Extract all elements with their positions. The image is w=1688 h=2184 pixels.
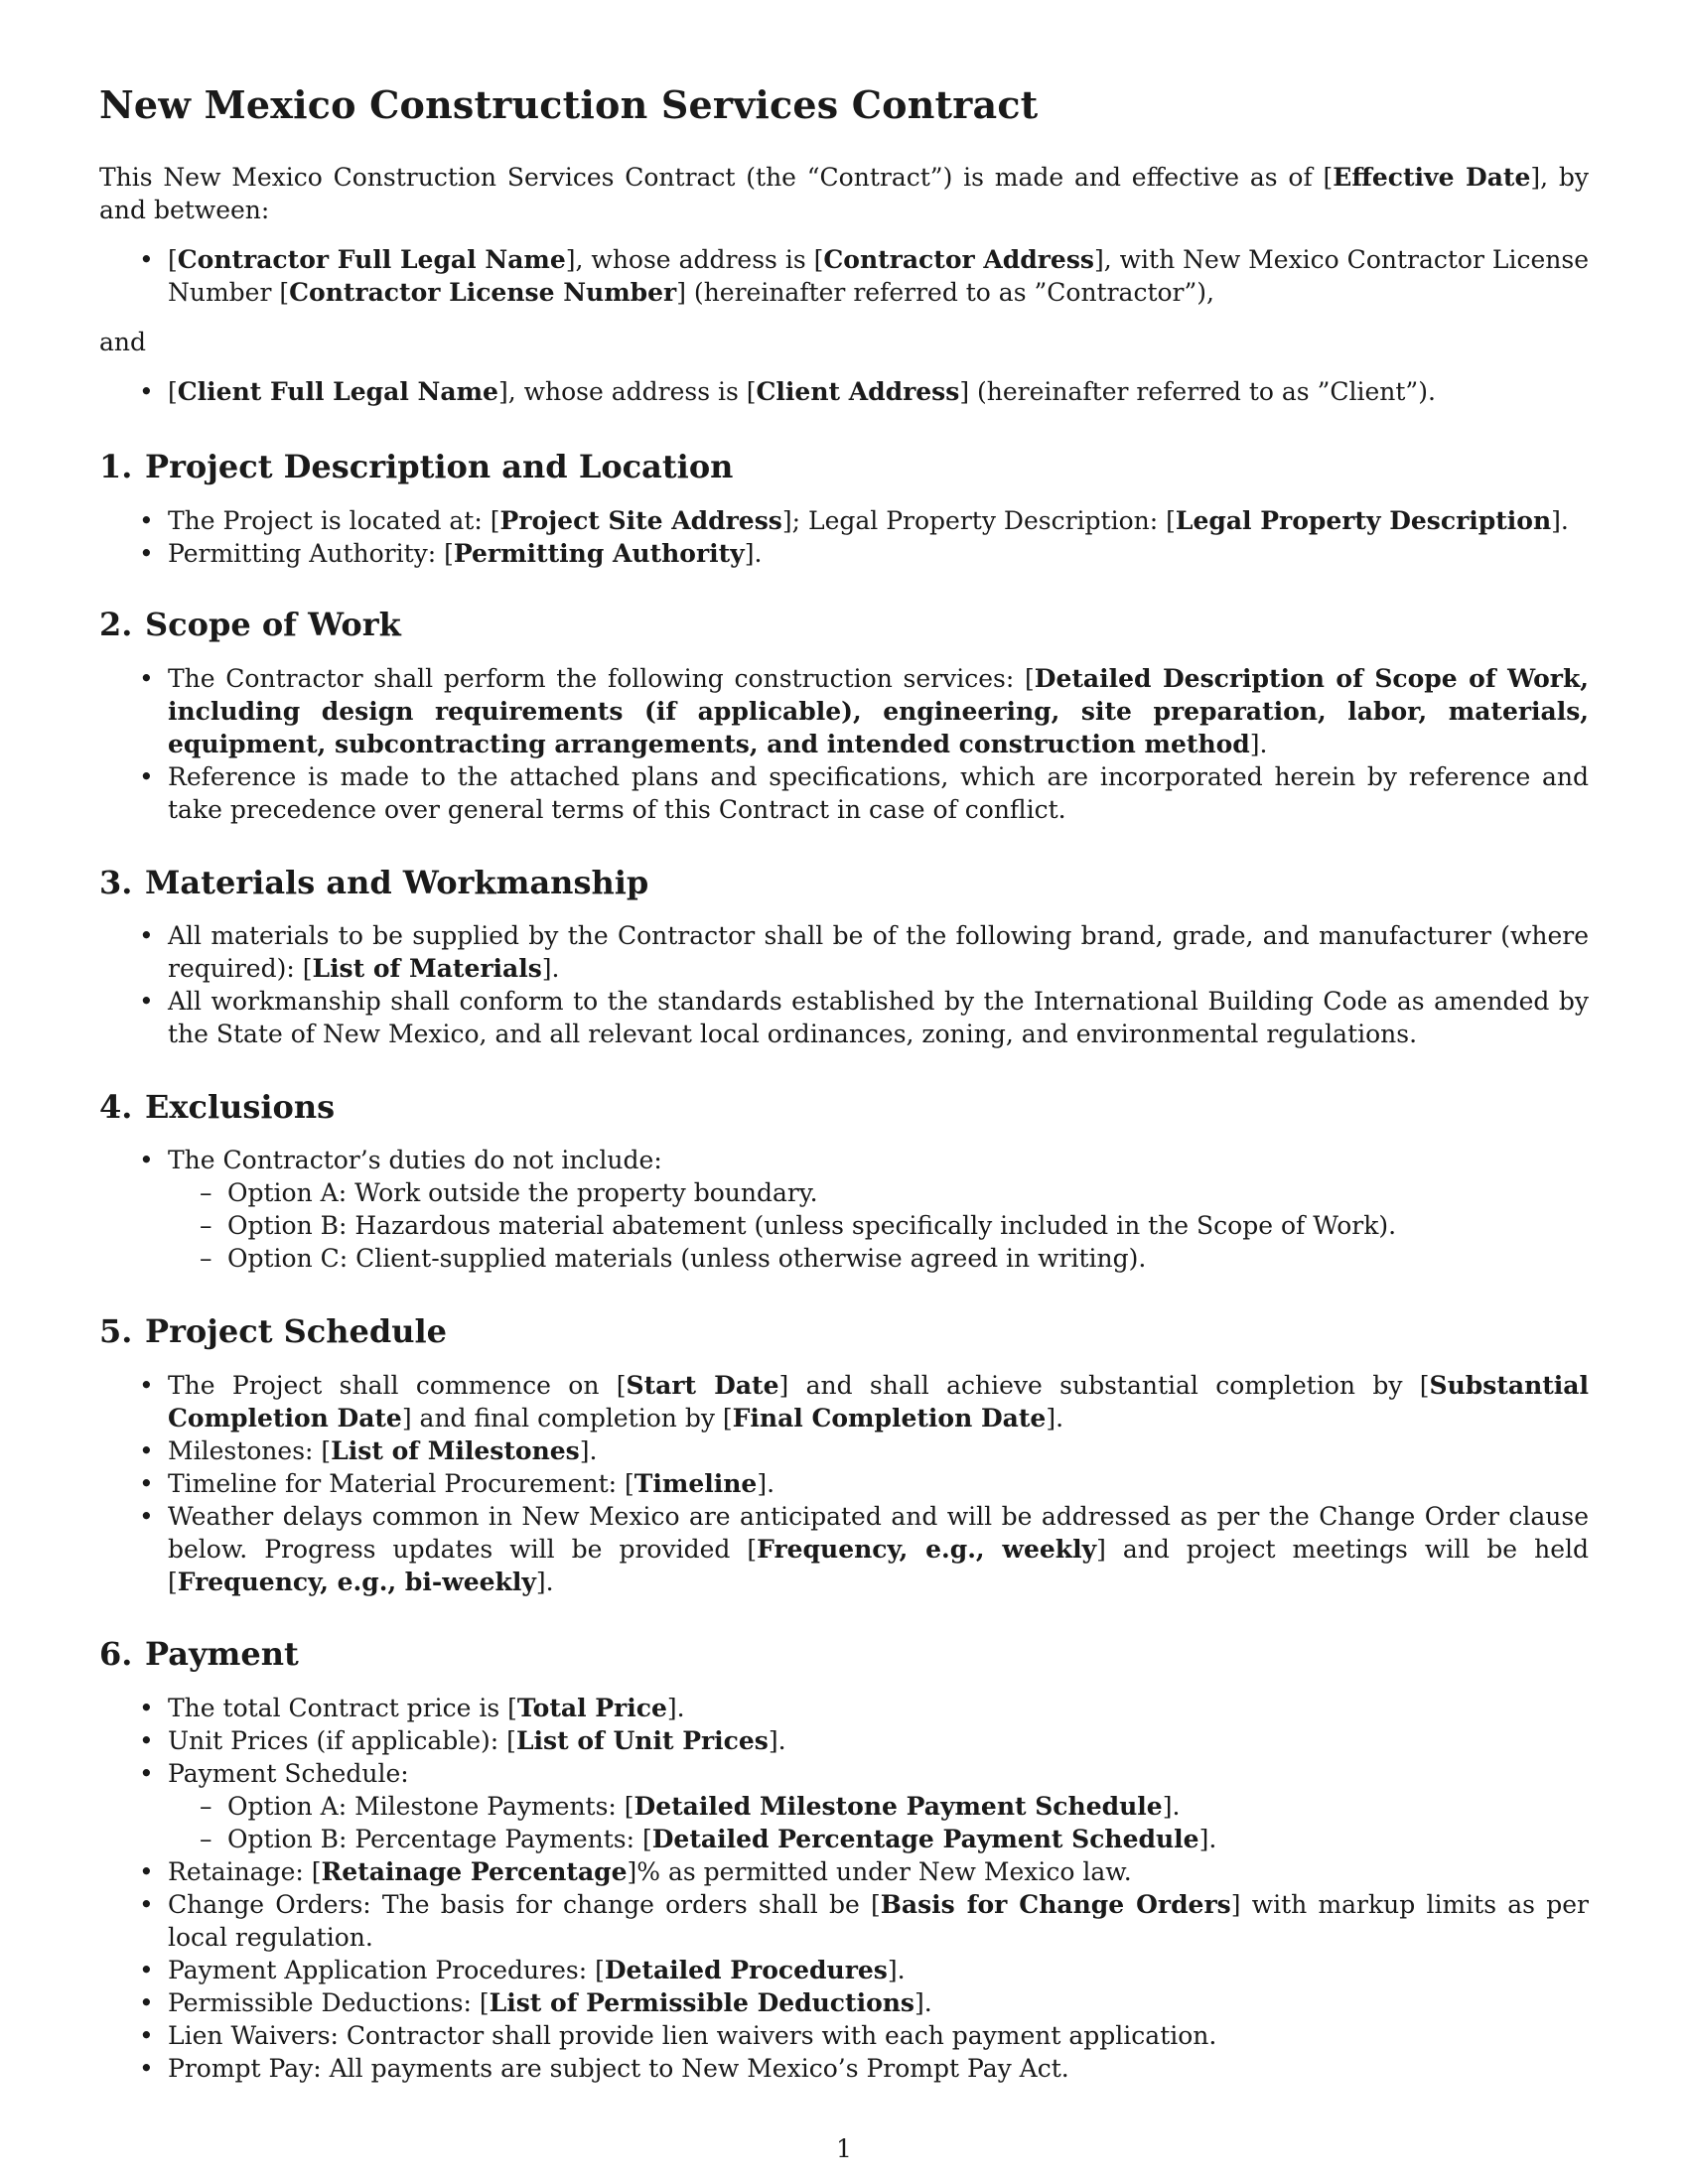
text: Permissible Deductions: [ — [168, 1988, 490, 2017]
section-number: 6. — [99, 1635, 133, 1673]
list-item — [99, 919, 1589, 985]
section-number: 1. — [99, 448, 133, 485]
text: ] with markup limits as per local regulation. — [168, 1890, 1589, 1952]
text: ], with New Mexico Contractor License Number [ — [168, 245, 1589, 307]
placeholder: Project Site Address — [499, 506, 782, 535]
placeholder: Timeline — [633, 1469, 758, 1498]
list-item — [99, 760, 1589, 826]
text: The Contractor’s duties do not include: — [168, 1146, 662, 1174]
sub-list-item: – Option B: Hazardous material abatement (unless specifically included in the Scope of Work). — [168, 1209, 1589, 1242]
placeholder: Detailed Procedures — [604, 1956, 888, 1984]
list-item — [99, 1888, 1589, 1954]
text: ]. — [1046, 1404, 1064, 1433]
sub-list-item: – Option C: Client-supplied materials (unless otherwise agreed in writing). — [168, 1242, 1589, 1275]
placeholder: List of Materials — [312, 954, 542, 983]
section-title: Project Schedule — [145, 1312, 447, 1350]
text: Milestones: [ — [168, 1436, 332, 1465]
section-heading — [99, 447, 733, 486]
placeholder: Detailed Milestone Payment Schedule — [633, 1792, 1163, 1821]
text: ]. — [914, 1988, 932, 2017]
text: Timeline for Material Procurement: [ — [168, 1469, 634, 1498]
and-text: and — [99, 328, 147, 356]
placeholder: Retainage Percentage — [321, 1857, 628, 1886]
placeholder: Permitting Authority — [453, 539, 745, 568]
section-heading — [99, 1087, 335, 1127]
sub-list-item — [168, 1790, 1589, 1823]
text: ] and final completion by [ — [401, 1404, 733, 1433]
text: ]. — [757, 1469, 775, 1498]
list-item — [99, 1369, 1589, 1434]
placeholder: Basis for Change Orders — [880, 1890, 1231, 1919]
section-2-list — [99, 662, 1589, 826]
text: Payment Schedule: — [168, 1759, 409, 1788]
text: Change Orders: The basis for change orders shall be [ — [168, 1890, 881, 1919]
sub-list-item: – Option A: Work outside the property boundary. — [168, 1176, 1589, 1209]
placeholder: Start Date — [626, 1371, 779, 1400]
text: ] (hereinafter referred to as ”Contractor”), — [676, 278, 1214, 307]
text: Payment Application Procedures: [ — [168, 1956, 605, 1984]
list-item — [99, 504, 1589, 537]
sub-list — [168, 1790, 1589, 1855]
effective-date-placeholder: Effective Date — [1333, 163, 1531, 192]
list-item — [99, 1467, 1589, 1500]
section-heading — [99, 605, 401, 644]
text: Prompt Pay: All payments are subject to New Mexico’s Prompt Pay Act. — [168, 2054, 1069, 2083]
text: Reference is made to the attached plans and specifications, which are incorporated herein by reference and take precedence over general terms of this Contract in case of conflict. — [168, 762, 1589, 824]
placeholder: Frequency, e.g., weekly — [757, 1535, 1097, 1564]
intro-paragraph — [99, 161, 1589, 226]
section-title: Project Description and Location — [145, 448, 734, 485]
placeholder: Legal Property Description — [1175, 506, 1552, 535]
text: ], whose address is [ — [565, 245, 824, 274]
contract-page — [99, 0, 1589, 2184]
text: [ — [168, 377, 178, 406]
text: ]. — [1551, 506, 1569, 535]
text: ]. — [1249, 730, 1268, 758]
text: ] and shall achieve substantial completion by [ — [778, 1371, 1430, 1400]
section-title: Materials and Workmanship — [145, 864, 649, 901]
text: Weather delays common in New Mexico are anticipated and will be addressed as per the Change Order clause below. Progress updates will be provided [ — [168, 1502, 1589, 1564]
section-title: Payment — [145, 1635, 299, 1673]
list-item — [99, 985, 1589, 1050]
intro-text: ], by and between: — [99, 163, 1590, 224]
section-3-list — [99, 919, 1589, 1050]
section-4-list — [99, 1144, 1589, 1275]
list-item — [99, 2019, 1589, 2052]
text: ]. — [744, 539, 763, 568]
text: The Contractor shall perform the following construction services: [ — [168, 664, 1035, 693]
section-heading — [99, 863, 648, 902]
text: Unit Prices (if applicable): [ — [168, 1726, 516, 1755]
section-heading — [99, 1634, 299, 1674]
text: All workmanship shall conform to the standards established by the International Building Code as amended by the State of New Mexico, and all relevant local ordinances, zoning, and environmental regulations. — [168, 987, 1589, 1048]
list-item — [99, 1724, 1589, 1757]
section-number: 4. — [99, 1088, 133, 1126]
party-contractor — [99, 243, 1589, 309]
text: Option B: Percentage Payments: [ — [227, 1825, 652, 1853]
text: ]. — [579, 1436, 598, 1465]
section-5-list — [99, 1369, 1589, 1598]
section-1-list — [99, 504, 1589, 570]
list-item — [99, 1500, 1589, 1598]
text: Lien Waivers: Contractor shall provide lien waivers with each payment application. — [168, 2021, 1217, 2050]
text: Permitting Authority: [ — [168, 539, 454, 568]
contractor-address-placeholder: Contractor Address — [823, 245, 1094, 274]
text: ]. — [666, 1694, 685, 1722]
placeholder: Substantial Completion Date — [168, 1371, 1589, 1433]
placeholder: List of Unit Prices — [515, 1726, 769, 1755]
sub-list-item — [168, 1823, 1589, 1855]
placeholder: Detailed Percentage Payment Schedule — [651, 1825, 1199, 1853]
section-heading — [99, 1311, 447, 1351]
placeholder: Total Price — [516, 1694, 667, 1722]
text: The Project is located at: [ — [168, 506, 500, 535]
text: ]. — [1162, 1792, 1181, 1821]
section-title: Scope of Work — [145, 606, 401, 643]
section-6-list — [99, 1692, 1589, 2085]
list-item — [99, 1434, 1589, 1467]
text: Option A: Milestone Payments: [ — [227, 1792, 634, 1821]
list-item — [99, 1954, 1589, 1986]
text: Retainage: [ — [168, 1857, 322, 1886]
placeholder: Frequency, e.g., bi-weekly — [177, 1568, 536, 1596]
party-client — [99, 375, 1589, 408]
list-item — [99, 537, 1589, 570]
page-number: 1 — [836, 2134, 852, 2163]
section-title: Exclusions — [145, 1088, 336, 1126]
section-number: 3. — [99, 864, 133, 901]
placeholder: List of Milestones — [331, 1436, 580, 1465]
party-client-list — [99, 375, 1589, 408]
text: ]. — [541, 954, 560, 983]
document-title: New Mexico Construction Services Contract — [99, 82, 1039, 127]
text: The Project shall commence on [ — [168, 1371, 627, 1400]
list-item — [99, 1144, 1589, 1275]
text: ]. — [535, 1568, 554, 1596]
list-item — [99, 1986, 1589, 2019]
client-address-placeholder: Client Address — [756, 377, 960, 406]
sub-list — [168, 1176, 1589, 1275]
text: [ — [168, 245, 178, 274]
text: ]% as permitted under New Mexico law. — [627, 1857, 1132, 1886]
intro-text: This New Mexico Construction Services Contract (the “Contract”) is made and effective as of [ — [99, 163, 1334, 192]
list-item — [99, 1757, 1589, 1855]
list-item — [99, 662, 1589, 760]
placeholder: Final Completion Date — [732, 1404, 1047, 1433]
section-number: 2. — [99, 606, 133, 643]
text: ]. — [1198, 1825, 1217, 1853]
text: ], whose address is [ — [497, 377, 757, 406]
party-contractor-list — [99, 243, 1589, 309]
text: ]. — [887, 1956, 906, 1984]
list-item — [99, 1855, 1589, 1888]
contractor-license-placeholder: Contractor License Number — [289, 278, 677, 307]
text: The total Contract price is [ — [168, 1694, 517, 1722]
placeholder: List of Permissible Deductions — [489, 1988, 914, 2017]
text: All materials to be supplied by the Contractor shall be of the following brand, grade, and manufacturer (where required): [ — [168, 921, 1589, 983]
contractor-name-placeholder: Contractor Full Legal Name — [177, 245, 566, 274]
placeholder: Detailed Description of Scope of Work, including design requirements (if applicable), engineering, site preparation, labor, materials, equipment, subcontracting arrangements, and intended construction method — [168, 664, 1590, 758]
client-name-placeholder: Client Full Legal Name — [177, 377, 498, 406]
text: ]. — [768, 1726, 786, 1755]
text: ]; Legal Property Description: [ — [781, 506, 1176, 535]
section-number: 5. — [99, 1312, 133, 1350]
text: ] (hereinafter referred to as ”Client”). — [959, 377, 1436, 406]
list-item — [99, 2052, 1589, 2085]
list-item — [99, 1692, 1589, 1724]
text: ] and project meetings will be held [ — [168, 1535, 1589, 1596]
